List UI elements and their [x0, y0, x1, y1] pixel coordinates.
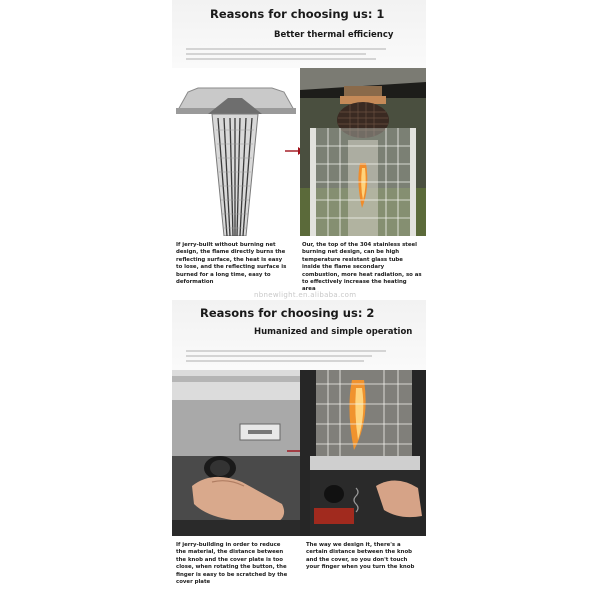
- fine-print-line: [186, 350, 386, 352]
- fine-print-line: [186, 53, 366, 55]
- fine-print-line: [186, 58, 376, 60]
- section1-caption-right: Our, the top of the 304 stainless steel burning net design, can be high temperature resistant glass tube inside the flame secondary combustion, more heat radiation, so as to effectively increase the heating area: [302, 242, 422, 293]
- section1-caption-left: If jerry-built without burning net design, the flame directly burns the reflecting surface, the heat is easy to lose, and the reflecting surface is burned for a long time, easy to deformation: [176, 242, 287, 286]
- section2-header: [172, 300, 426, 370]
- knob-too-close-image: [172, 370, 300, 536]
- fine-print-line: [186, 360, 364, 362]
- section1-header: [172, 0, 426, 68]
- knob-with-clearance-image: [300, 370, 426, 536]
- section1-subtitle: Better thermal efficiency: [274, 30, 394, 40]
- section1-captions: [172, 236, 426, 292]
- section2-captions: [172, 536, 426, 596]
- watermark: nbnewlight.en.alibaba.com: [254, 291, 357, 299]
- section1-title: Reasons for choosing us: 1: [210, 7, 385, 21]
- fine-print-line: [186, 355, 372, 357]
- heater-burning-net-closeup-image: [300, 68, 426, 236]
- section2-caption-right: The way we design it, there's a certain distance between the knob and the cover, so you don't touch your finger when you turn the knob: [306, 542, 415, 571]
- fine-print-line: [186, 48, 386, 50]
- heater-without-burning-net-image: [172, 68, 298, 236]
- section2-caption-left: If jerry-building in order to reduce the material, the distance between the knob and the cover plate is too close, when rotating the button, the finger is easy to be scratched by the cover plate: [176, 542, 288, 586]
- section2-subtitle: Humanized and simple operation: [254, 327, 413, 337]
- section2-title: Reasons for choosing us: 2: [200, 306, 375, 320]
